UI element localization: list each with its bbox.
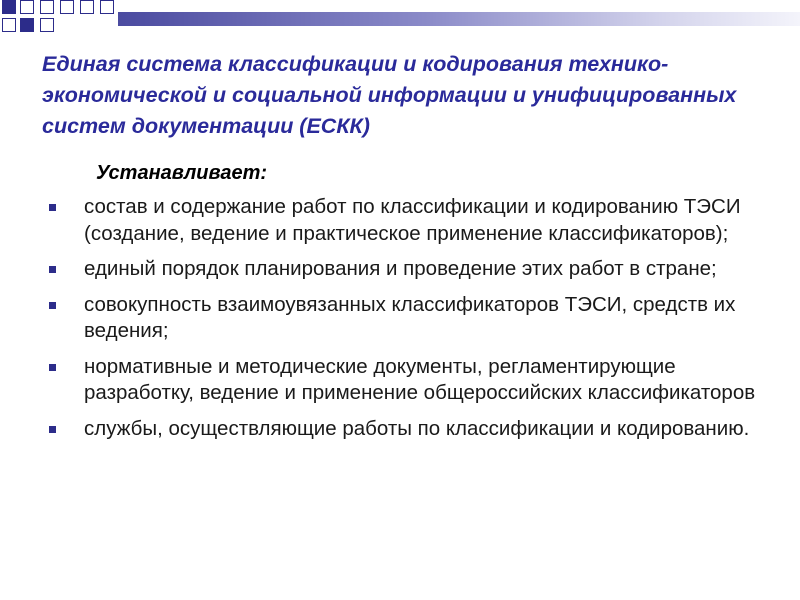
header-square-2 bbox=[20, 0, 34, 14]
header-square-5 bbox=[20, 18, 34, 32]
list-item-text: единый порядок планирования и проведение этих работ в стране; bbox=[84, 257, 717, 280]
list-item-text: службы, осуществляющие работы по классификации и кодированию. bbox=[84, 416, 750, 440]
bullet-list bbox=[0, 194, 780, 451]
decorative-header-bar bbox=[0, 0, 800, 40]
header-square-7 bbox=[60, 0, 74, 14]
slide-title: Единая система классификации и кодирования технико-экономической и социальной информации и унифицированных систем документации (ЕСКК) bbox=[42, 52, 737, 138]
list-item bbox=[0, 354, 780, 407]
header-square-1 bbox=[2, 0, 16, 14]
header-square-3 bbox=[40, 0, 54, 14]
list-item-text: нормативные и методические документы, регламентирующие разработку, ведение и применение общероссийских классификаторов bbox=[84, 354, 756, 404]
header-square-9 bbox=[100, 0, 114, 14]
square-bullet-icon bbox=[49, 204, 56, 211]
header-square-8 bbox=[80, 0, 94, 14]
list-item bbox=[0, 256, 780, 283]
square-bullet-icon bbox=[49, 266, 56, 273]
square-bullet-icon bbox=[49, 426, 56, 433]
list-item bbox=[0, 292, 780, 345]
header-square-4 bbox=[2, 18, 16, 32]
list-item-text: совокупность взаимоувязанных классификаторов ТЭСИ, средств их ведения; bbox=[84, 292, 736, 342]
list-item bbox=[0, 194, 780, 247]
list-item bbox=[0, 416, 780, 443]
list-item-text: состав и содержание работ по классификации и кодированию ТЭСИ (создание, ведение и практическое применение классификаторов); bbox=[84, 195, 741, 245]
square-bullet-icon bbox=[49, 364, 56, 371]
square-bullet-icon bbox=[49, 302, 56, 309]
subheading: Устанавливает: bbox=[96, 162, 268, 184]
header-gradient-band bbox=[118, 12, 800, 26]
header-square-6 bbox=[40, 18, 54, 32]
